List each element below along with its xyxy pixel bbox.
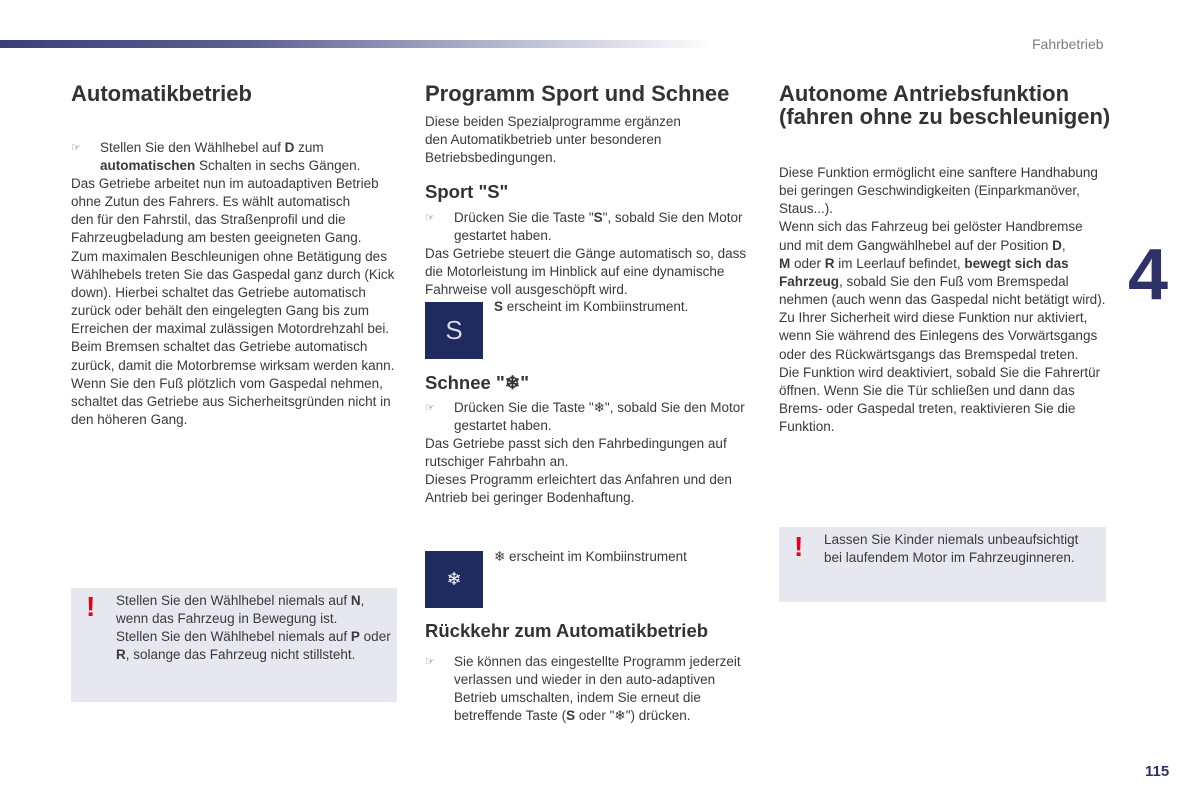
instruction-bullet <box>425 399 745 435</box>
text-run: Stellen Sie den Wählhebel niemals auf <box>116 593 351 608</box>
text-run: die Motorleistung im Hinblick auf eine dynamische <box>425 264 725 280</box>
return-to-automatic-subheading: Rückkehr zum Automatikbetrieb <box>425 620 709 641</box>
text-run: , <box>360 593 365 608</box>
text-line <box>779 105 1110 128</box>
bold-text: bewegt sich das <box>964 255 1069 271</box>
text-run: verlassen und wieder in den auto-adaptiven <box>454 672 716 688</box>
text-run: Lassen Sie Kinder niemals unbeaufsichtigt <box>824 532 1079 547</box>
text-run: nehmen (auch wenn das Gaspedal nicht betätigt wird). <box>779 292 1106 308</box>
text-run: Fahrzeugbeladung am besten geeigneten Gang. <box>71 230 362 246</box>
pointing-hand-icon: ☞ <box>425 211 435 224</box>
text-run: erscheint im Kombiinstrument. <box>503 299 689 314</box>
text-line <box>425 131 681 149</box>
text-line <box>425 453 732 471</box>
text-line <box>71 357 394 375</box>
text-run: Antrieb bei geringer Bodenhaftung. <box>425 490 635 506</box>
text-line <box>454 707 741 725</box>
section-title: Fahrbetrieb <box>1032 36 1104 52</box>
text-line <box>779 327 1105 345</box>
warning-text <box>824 531 1078 567</box>
text-line <box>454 227 743 245</box>
text-line <box>71 248 394 266</box>
text-run: Drücken Sie die Taste " <box>454 210 594 225</box>
text-run: wenn Sie während des Einlegens des Vorwärtsgangs <box>779 328 1098 344</box>
text-line <box>779 164 1105 182</box>
instruction-bullet <box>71 139 360 175</box>
text-run: Drücken Sie die Taste "❄", sobald Sie den Motor <box>454 400 745 415</box>
snow-description-text <box>425 435 732 508</box>
text-run: Wenn sich das Fahrzeug bei gelöster Handbremse <box>779 219 1083 235</box>
text-line <box>71 266 394 284</box>
text-line <box>116 646 391 664</box>
text-run: , solange das Fahrzeug nicht stillsteht. <box>125 647 356 663</box>
text-run: , sobald Sie den Fuß vom Bremspedal <box>839 273 1069 289</box>
text-run: zurück, damit die Motorbremse wirksam werden kann. <box>71 357 395 373</box>
text-run: Wenn Sie den Fuß plötzlich vom Gaspedal nehmen, <box>71 375 383 391</box>
text-run: zurück oder behält den eingelegten Gang bis zum <box>71 303 369 319</box>
text-line <box>71 411 394 429</box>
snow-indicator-caption <box>494 548 687 566</box>
warning-exclamation-icon: ! <box>86 591 96 622</box>
text-run: ❄ erscheint im Kombiinstrument <box>494 549 687 564</box>
text-line <box>779 218 1105 236</box>
text-run: rutschiger Fahrbahn an. <box>425 454 569 470</box>
instruction-text <box>454 653 741 726</box>
programs-intro-text <box>425 113 681 167</box>
automatic-mode-heading: Automatikbetrieb <box>71 81 252 106</box>
text-line <box>116 592 391 610</box>
text-run: im Leerlauf befindet, <box>834 255 965 271</box>
text-run: bei laufendem Motor im Fahrzeuginneren. <box>824 550 1075 566</box>
text-line <box>779 418 1105 436</box>
text-line <box>454 399 745 417</box>
text-run: Die Funktion wird deaktiviert, sobald Sie die Fahrertür <box>779 364 1101 380</box>
text-run: Brems- oder Gaspedal treten, reaktivieren Sie die <box>779 401 1076 417</box>
text-run: oder <box>359 629 391 645</box>
text-line <box>779 309 1105 327</box>
text-line <box>425 263 746 281</box>
bold-text: P <box>350 629 360 645</box>
text-line <box>425 471 732 489</box>
text-run: Betrieb umschalten, indem Sie erneut die <box>454 690 701 706</box>
text-line <box>779 82 1110 105</box>
text-run: Das Getriebe passt sich den Fahrbedingungen auf <box>425 436 727 451</box>
page-number: 115 <box>1145 763 1170 780</box>
text-run: zum <box>294 140 324 155</box>
bold-text: S <box>494 299 504 314</box>
text-run: Fahrweise voll ausgeschöpft wird. <box>425 282 628 298</box>
text-run: Beim Bremsen schaltet das Getriebe automatisch <box>71 339 368 355</box>
text-run: den Automatikbetrieb unter besonderen <box>425 132 662 148</box>
text-run: Schalten in sechs Gängen. <box>195 158 361 174</box>
text-line <box>71 193 394 211</box>
warning-note <box>71 588 397 702</box>
text-line <box>779 382 1105 400</box>
text-line <box>116 610 391 628</box>
text-line <box>425 113 681 131</box>
text-line <box>454 689 741 707</box>
text-line <box>779 182 1105 200</box>
snowflake-indicator-icon <box>425 551 483 608</box>
text-run: , <box>1061 237 1066 253</box>
text-line <box>71 284 394 302</box>
text-line <box>71 175 394 193</box>
text-run: wenn das Fahrzeug in Bewegung ist. <box>116 611 338 627</box>
text-run: öffnen. Wenn Sie die Tür schließen und dann das <box>779 382 1075 398</box>
text-line <box>454 653 741 671</box>
text-run: Sie können das eingestellte Programm jederzeit <box>454 654 741 669</box>
text-run: Das Getriebe steuert die Gänge automatisch so, dass <box>425 246 747 261</box>
text-run: Dieses Programm erleichtert das Anfahren und den <box>425 472 732 488</box>
bold-text: N <box>350 593 361 608</box>
sport-description-text <box>425 245 746 299</box>
text-run: Betriebsbedingungen. <box>425 150 557 166</box>
text-run: Erreichen der maximal zulässigen Motordrehzahl bei. <box>71 321 390 337</box>
text-run: Stellen Sie den Wählhebel niemals auf <box>116 629 351 645</box>
text-run: Diese Funktion ermöglicht eine sanftere Handhabung <box>779 165 1098 180</box>
text-line <box>71 229 394 247</box>
warning-note <box>779 527 1106 602</box>
text-line <box>425 489 732 507</box>
bold-text: automatischen <box>100 158 196 174</box>
text-line <box>494 548 687 566</box>
text-line <box>425 281 746 299</box>
text-run: Diese beiden Spezialprogramme ergänzen <box>425 114 681 129</box>
instruction-text <box>100 139 360 175</box>
text-run: Stellen Sie den Wählhebel auf <box>100 140 285 155</box>
text-run: ", sobald Sie den Motor <box>602 210 743 225</box>
text-line <box>779 273 1105 291</box>
snow-subheading: Schnee "❄" <box>425 372 529 393</box>
text-line <box>425 245 746 263</box>
programs-heading: Programm Sport und Schnee <box>425 81 730 106</box>
text-line <box>824 531 1078 549</box>
text-run: oder des Rückwärtsgangs das Bremspedal treten. <box>779 346 1079 362</box>
text-run: ohne Zutun des Fahrers. Es wählt automatisch <box>71 194 351 210</box>
sport-indicator-caption <box>494 298 688 316</box>
text-run: den höheren Gang. <box>71 412 188 428</box>
text-run: Autonome Antriebsfunktion <box>779 81 1070 106</box>
bold-text: D <box>1052 237 1062 253</box>
text-line <box>71 320 394 338</box>
header-accent-bar <box>0 40 715 48</box>
text-line <box>779 291 1105 309</box>
text-line <box>779 200 1105 218</box>
warning-exclamation-icon: ! <box>794 531 804 562</box>
text-run: oder "❄") drücken. <box>575 708 691 724</box>
text-line <box>454 417 745 435</box>
text-line <box>71 302 394 320</box>
warning-text <box>116 592 391 665</box>
text-line <box>425 149 681 167</box>
instruction-bullet <box>425 209 743 245</box>
text-run: Staus...). <box>779 201 834 217</box>
text-line <box>100 157 360 175</box>
sport-subheading: Sport "S" <box>425 181 509 202</box>
text-run: gestartet haben. <box>454 418 552 434</box>
text-line <box>71 338 394 356</box>
creep-function-text <box>779 164 1105 436</box>
text-run: und mit dem Gangwählhebel auf der Position <box>779 237 1053 253</box>
text-line <box>100 139 360 157</box>
text-run: down). Hierbei schaltet das Getriebe automatisch <box>71 284 366 300</box>
text-line <box>779 364 1105 382</box>
text-line <box>71 393 394 411</box>
pointing-hand-icon: ☞ <box>71 141 81 154</box>
text-run: Das Getriebe arbeitet nun im autoadaptiven Betrieb <box>71 176 379 191</box>
pointing-hand-icon: ☞ <box>425 655 435 668</box>
text-run: betreffende Taste ( <box>454 708 567 724</box>
sport-indicator-letter: S <box>445 315 463 345</box>
text-line <box>779 400 1105 418</box>
text-run: Funktion. <box>779 419 835 435</box>
text-run: schaltet das Getriebe aus Sicherheitsgründen nicht in <box>71 393 391 409</box>
creep-function-heading <box>779 82 1110 128</box>
pointing-hand-icon: ☞ <box>425 401 435 414</box>
text-run: Zum maximalen Beschleunigen ohne Betätigung des <box>71 248 387 264</box>
text-line <box>824 549 1078 567</box>
text-run: (fahren ohne zu beschleunigen) <box>779 104 1111 129</box>
text-line <box>425 435 732 453</box>
text-run: oder <box>790 255 825 271</box>
bold-text: S <box>593 210 603 225</box>
sport-mode-indicator-icon <box>425 302 483 359</box>
bold-text: S <box>566 708 576 724</box>
text-line <box>71 211 394 229</box>
bold-text: M <box>779 255 791 271</box>
bold-text: R <box>116 647 126 663</box>
text-line <box>71 375 394 393</box>
chapter-number: 4 <box>1128 235 1169 315</box>
bold-text: Fahrzeug <box>779 273 840 289</box>
instruction-text <box>454 209 743 245</box>
automatic-mode-text <box>71 175 394 429</box>
bold-text: R <box>824 255 835 271</box>
text-run: Zu Ihrer Sicherheit wird diese Funktion nur aktiviert, <box>779 310 1088 326</box>
text-line <box>454 209 743 227</box>
instruction-text <box>454 399 745 435</box>
snowflake-icon: ❄ <box>446 569 462 590</box>
text-line <box>116 628 391 646</box>
instruction-bullet <box>425 653 741 726</box>
text-line <box>494 298 688 316</box>
text-line <box>779 346 1105 364</box>
text-run: gestartet haben. <box>454 228 552 244</box>
text-run: Wählhebels treten Sie das Gaspedal ganz durch (Kick <box>71 266 395 282</box>
text-run: bei geringen Geschwindigkeiten (Einparkmanöver, <box>779 183 1080 199</box>
text-run: den für den Fahrstil, das Straßenprofil und die <box>71 212 346 228</box>
bold-text: D <box>284 140 295 155</box>
text-line <box>779 237 1105 255</box>
text-line <box>454 671 741 689</box>
text-line <box>779 255 1105 273</box>
